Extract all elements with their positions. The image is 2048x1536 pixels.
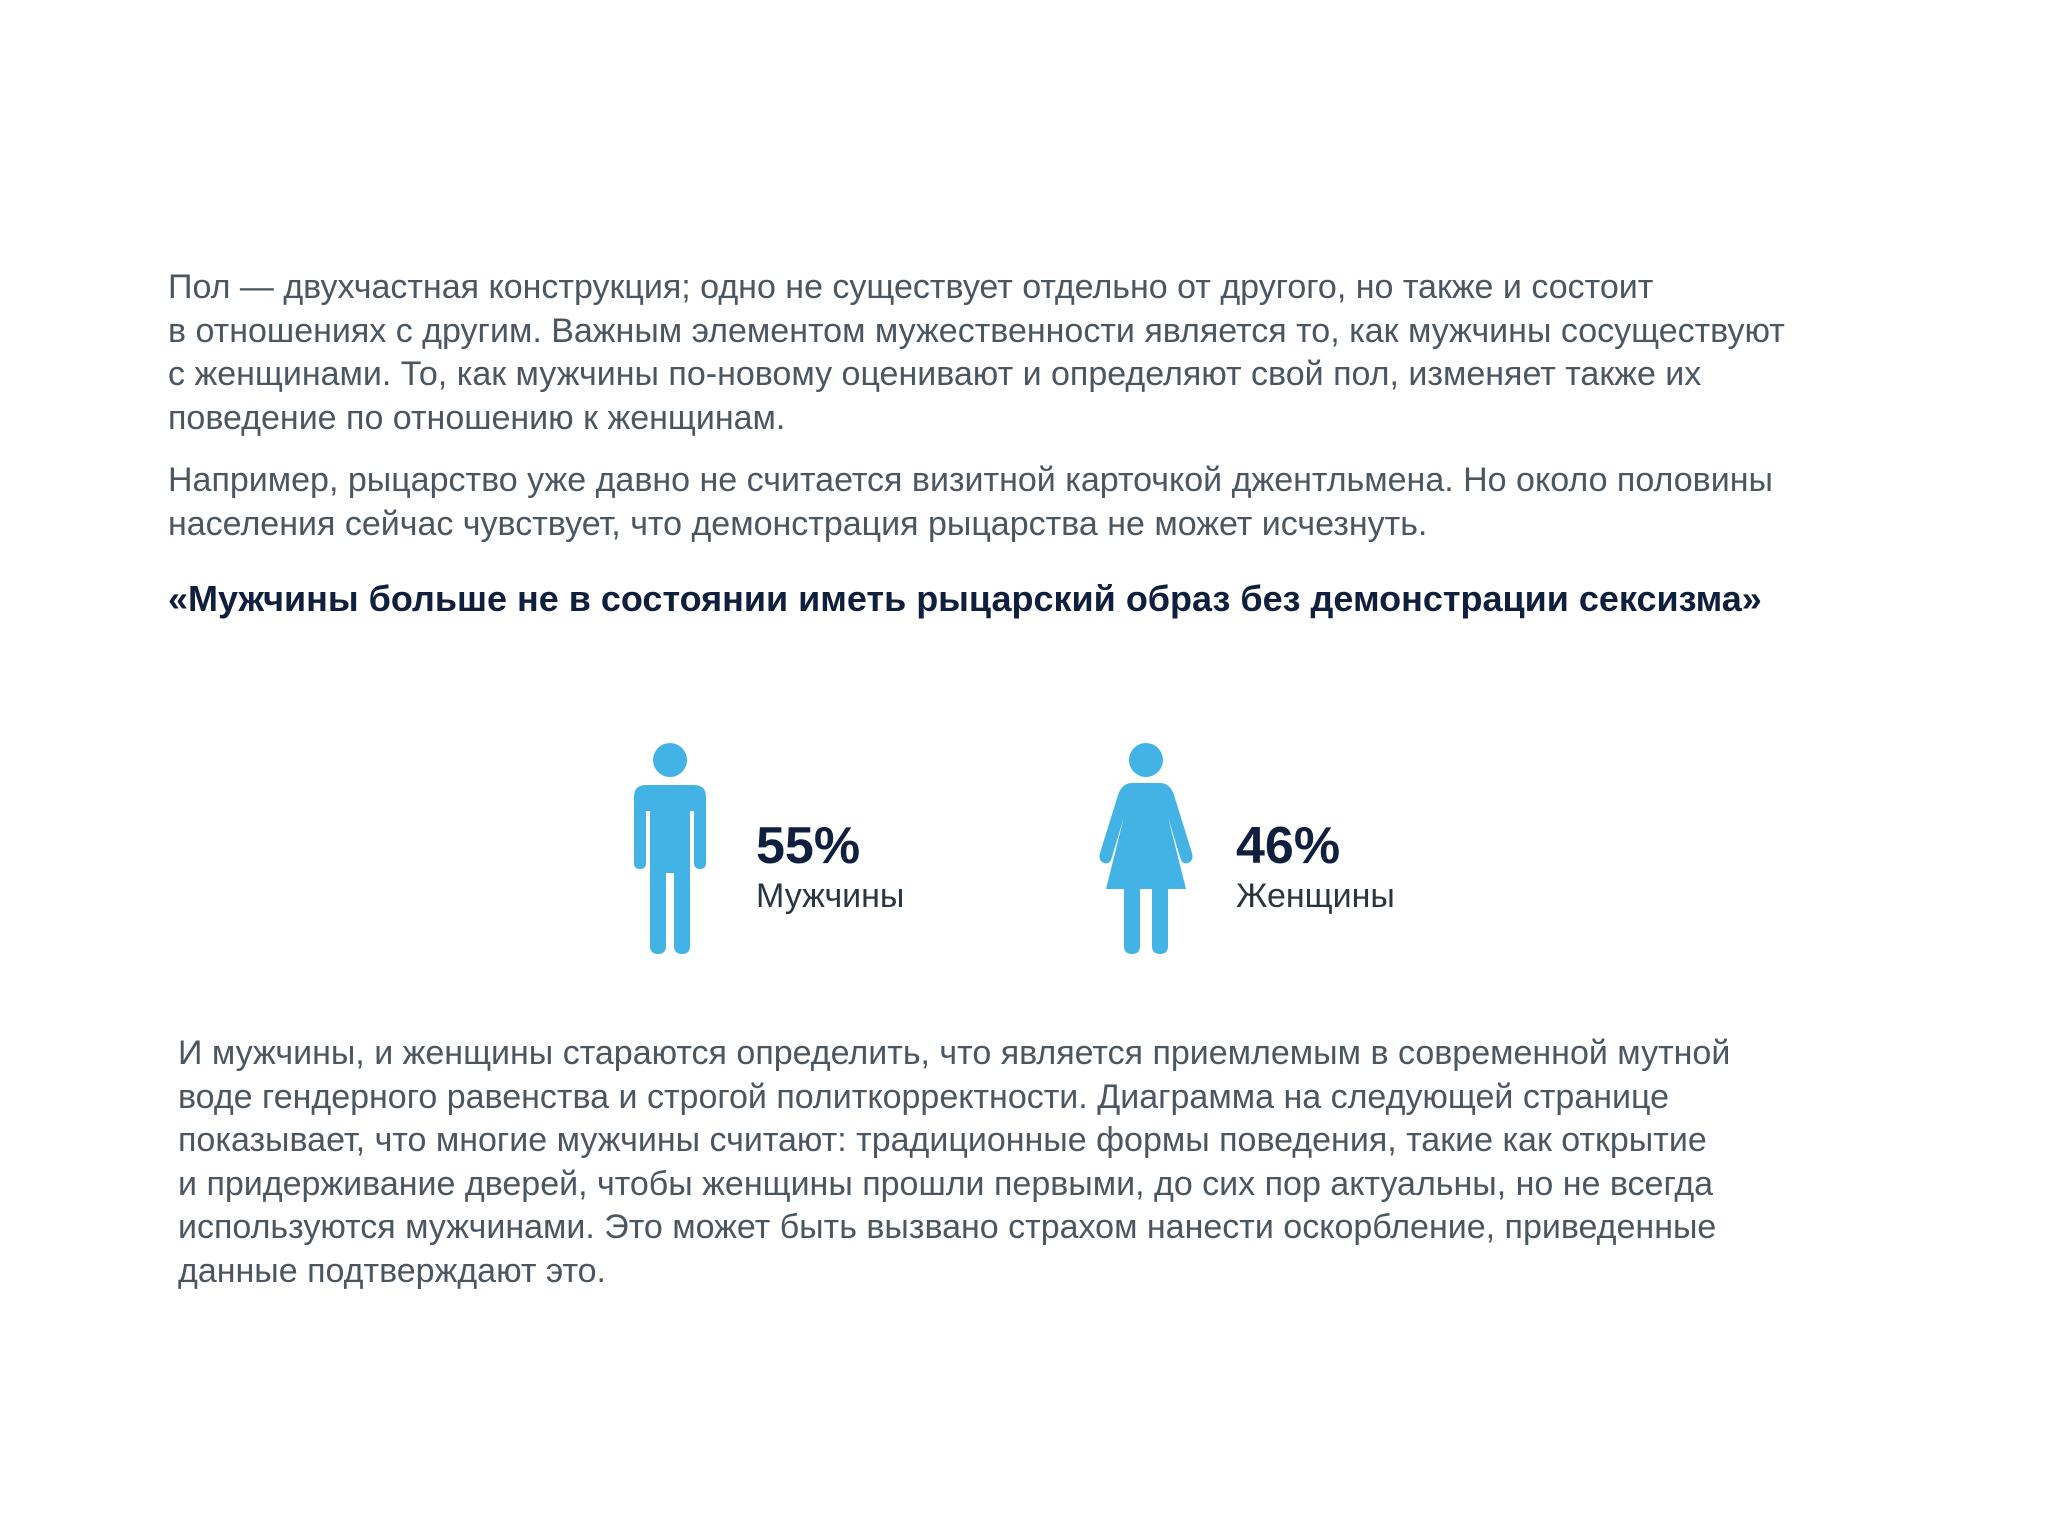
women-label: Женщины [1236,877,1395,915]
men-percentage: 55% [756,817,861,875]
women-percentage: 46% [1236,817,1341,875]
quote-heading: «Мужчины больше не в состоянии иметь рыцарский образ без демонстрации сексизма» [168,578,1762,619]
closing-paragraph: И мужчины, и женщины стараются определить, что является приемлемым в современной мутной воде гендерного равенства и строгой политкорректности. Диаграмма на следующей странице показывает, что многие мужчины считают: традиционные формы поведения, такие как открытие и придерживание дверей, чтобы женщины прошли первыми, до сих пор актуальны, но не всегда используются мужчинами. Это может быть вызвано страхом нанести оскорбление, приведенные данные подтверждают это. [178,1034,1731,1290]
man-icon [626,741,714,956]
woman-icon [1096,741,1196,956]
men-label: Мужчины [756,877,905,915]
example-paragraph: Например, рыцарство уже давно не считается визитной карточкой джентльмена. Но около половины населения сейчас чувствует, что демонстрация рыцарства не может исчезнуть. [168,461,1773,543]
intro-paragraph: Пол — двухчастная конструкция; одно не существует отдельно от другого, но также и состоит в отношениях с другим. Важным элементом мужественности является то, как мужчины сосуществуют с женщинами. То, как мужчины по-новому оценивают и определяют свой пол, изменяет также их поведение по отношению к женщинам. [168,268,1785,437]
